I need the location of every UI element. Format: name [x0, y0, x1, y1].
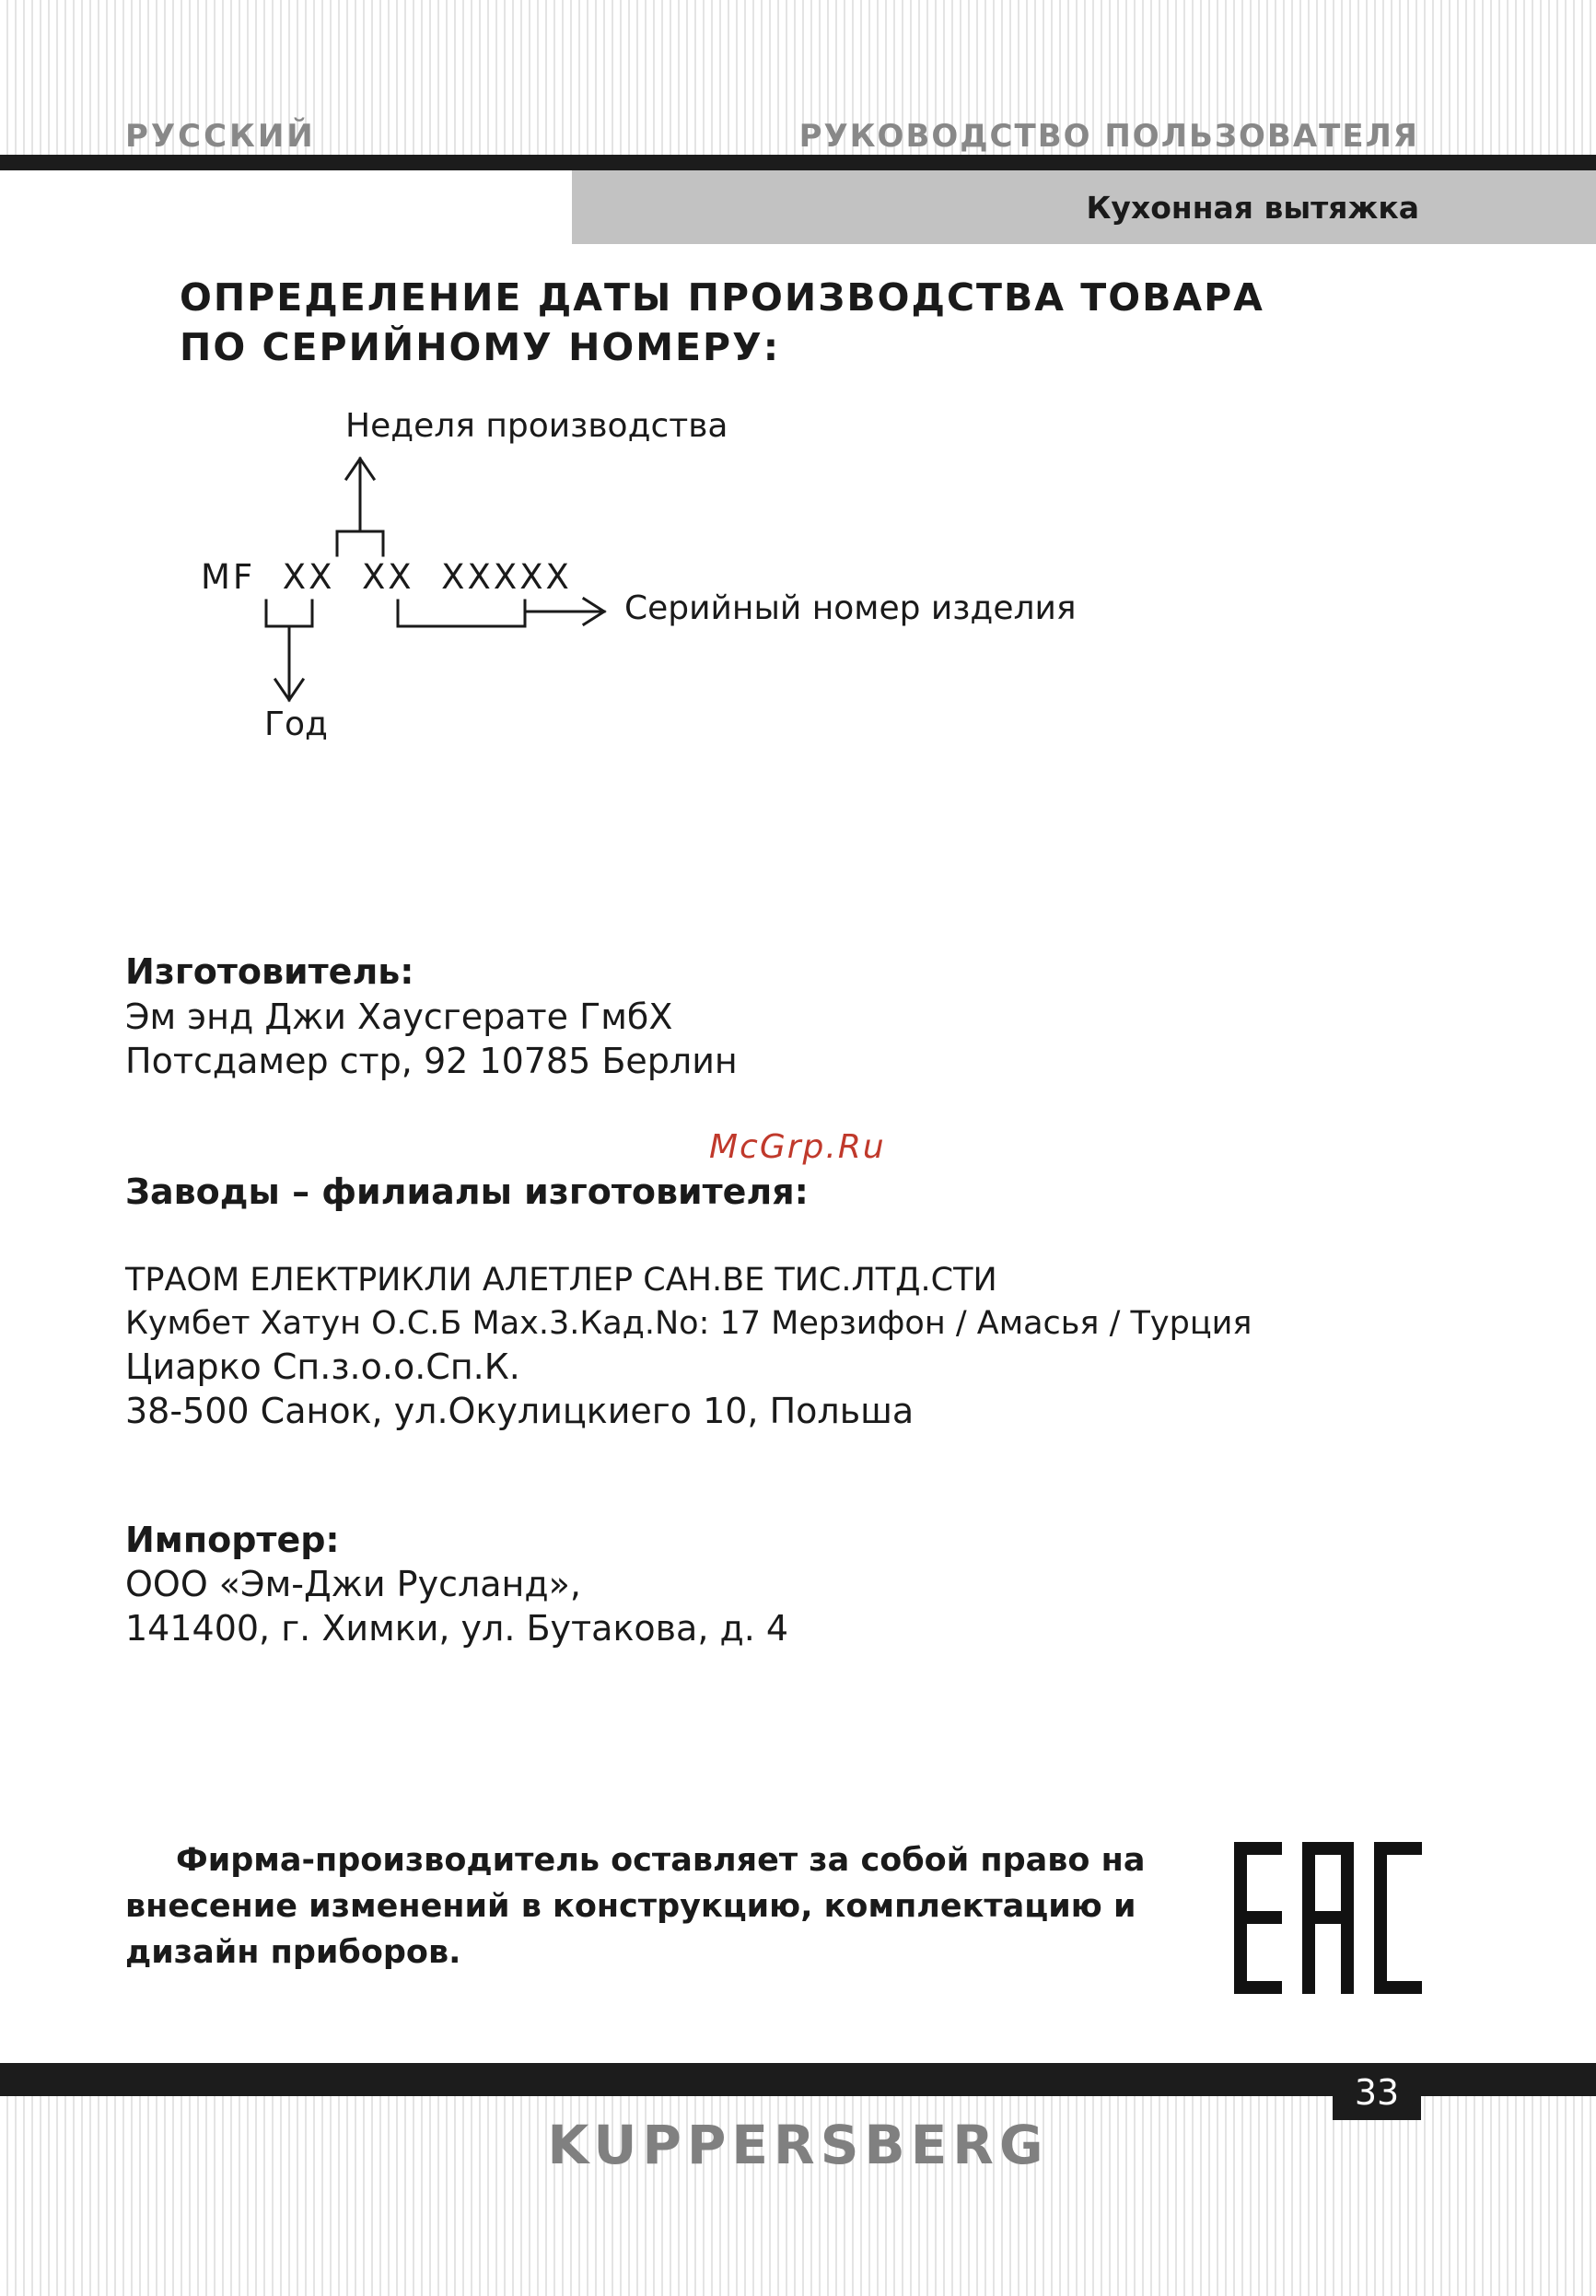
product-name: Кухонная вытяжка	[1086, 190, 1419, 226]
eac-certification-logo	[1234, 1842, 1423, 1994]
factory-line-1: ТРАОМ ЕЛЕКТРИКЛИ АЛЕТЛЕР САН.ВЕ ТИС.ЛТД.СТИ	[125, 1262, 997, 1299]
week-label: Неделя производства	[345, 407, 728, 445]
brand-logo: KUPPERSBERG	[547, 2114, 1049, 2176]
disclaimer-text: Фирма-производитель оставляет за собой право на внесение изменений в конструкцию, комплектацию и дизайн приборов.	[125, 1842, 1146, 1971]
section-title-line1: ОПРЕДЕЛЕНИЕ ДАТЫ ПРОИЗВОДСТВА ТОВАРА	[180, 275, 1264, 320]
serial-number-diagram	[0, 0, 1596, 783]
manufacturer-name: Эм энд Джи Хаусгерате ГмбХ	[125, 996, 673, 1037]
factory-line-2: Кумбет Хатун О.С.Б Мах.3.Кад.No: 17 Мерзифон / Амасья / Турция	[125, 1305, 1252, 1342]
manufacturer-heading: Изготовитель:	[125, 951, 414, 992]
manufacturer-address: Потсдамер стр, 92 10785 Берлин	[125, 1041, 738, 1081]
serial-code-template: MF XX XX XXXXX	[201, 557, 572, 597]
header-language: РУССКИЙ	[125, 118, 316, 155]
factory-line-3: Циарко Сп.з.о.о.Сп.К.	[125, 1346, 520, 1387]
factories-heading: Заводы – филиалы изготовителя:	[125, 1171, 809, 1212]
importer-heading: Импортер:	[125, 1520, 340, 1560]
serial-bracket	[398, 600, 525, 626]
importer-name: ООО «Эм-Джи Русланд»,	[125, 1564, 581, 1604]
header-manual-title: РУКОВОДСТВО ПОЛЬЗОВАТЕЛЯ	[798, 118, 1419, 155]
watermark-text: McGrp.Ru	[709, 1128, 886, 1166]
year-label: Год	[264, 705, 328, 743]
factory-line-4: 38-500 Санок, ул.Окулицкиего 10, Польша	[125, 1391, 914, 1431]
serial-label: Серийный номер изделия	[624, 589, 1077, 627]
section-title-line2: ПО СЕРИЙНОМУ НОМЕРУ:	[180, 325, 781, 369]
importer-address: 141400, г. Химки, ул. Бутакова, д. 4	[125, 1608, 789, 1649]
page-number: 33	[1354, 2072, 1400, 2113]
week-bracket	[337, 531, 383, 555]
year-bracket	[266, 600, 312, 626]
